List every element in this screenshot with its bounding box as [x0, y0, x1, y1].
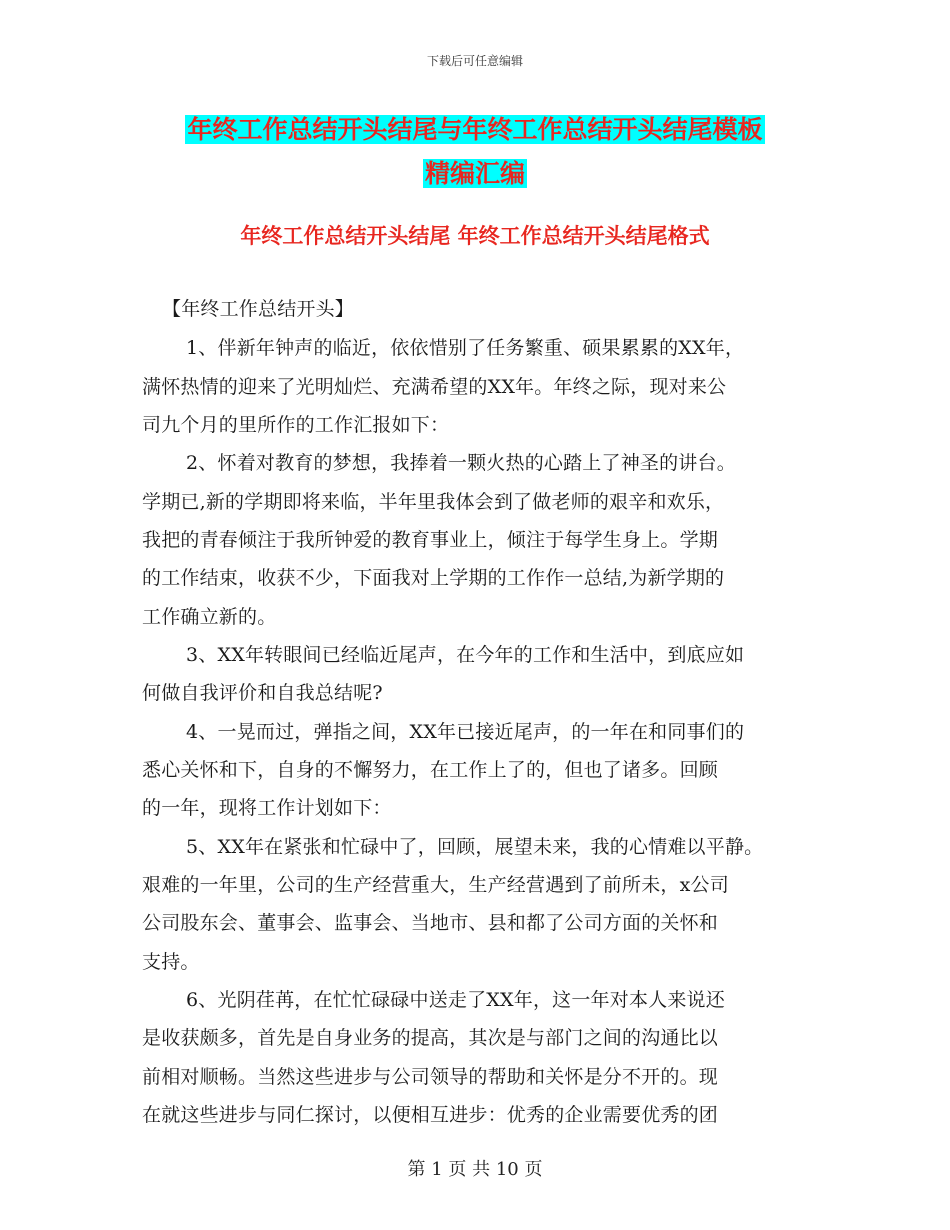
document-subtitle: 年终工作总结开头结尾 年终工作总结开头结尾格式: [240, 224, 710, 248]
paragraph-line: 公司股东会、董事会、监事会、当地市、县和都了公司方面的关怀和: [142, 912, 719, 934]
header-note: 下载后可任意编辑: [426, 54, 523, 68]
paragraph-line: 3、XX年转眼间已经临近尾声，在今年的工作和生活中，到底应如: [186, 644, 745, 666]
paragraph-line: 5、XX年在紧张和忙碌中了，回顾，展望未来，我的心情难以平静。: [186, 836, 764, 858]
paragraph-line: 我把的青春倾注于我所钟爱的教育事业上，倾注于每学生身上。学期: [142, 529, 719, 551]
paragraph-line: 何做自我评价和自我总结呢?: [142, 682, 383, 704]
page-number-footer: 第 1 页 共 10 页: [407, 1159, 543, 1180]
paragraph-line: 2、怀着对教育的梦想，我捧着一颗火热的心踏上了神圣的讲台。: [186, 452, 736, 474]
section-heading: 【年终工作总结开头】: [162, 298, 355, 320]
paragraph-line: 1、伴新年钟声的临近，依依惜别了任务繁重、硕果累累的XX年，: [186, 337, 745, 359]
paragraph-line: 艰难的一年里，公司的生产经营重大，生产经营遇到了前所未，x公司: [142, 874, 729, 896]
paragraph-line: 支持。: [142, 951, 200, 973]
title-highlight: 精编汇编: [424, 159, 525, 188]
paragraph-line: 的工作结束，收获不少，下面我对上学期的工作作一总结,为新学期的: [142, 567, 725, 589]
paragraph-line: 工作确立新的。: [142, 606, 277, 628]
paragraph-line: 是收获颇多，首先是自身业务的提高，其次是与部门之间的沟通比以: [142, 1027, 719, 1049]
paragraph-line: 学期已,新的学期即将来临，半年里我体会到了做老师的艰辛和欢乐，: [142, 491, 725, 513]
paragraph-line: 悉心关怀和下，自身的不懈努力，在工作上了的，但也了诸多。回顾: [142, 759, 719, 781]
document-title-line-2: [0, 154, 950, 194]
paragraph-line: 满怀热情的迎来了光明灿烂、充满希望的XX年。年终之际，现对来公: [142, 376, 727, 398]
paragraph-line: 前相对顺畅。当然这些进步与公司领导的帮助和关怀是分不开的。现: [142, 1066, 719, 1088]
paragraph-line: 在就这些进步与同仁探讨，以便相互进步：优秀的企业需要优秀的团: [142, 1104, 719, 1126]
title-highlight: 年终工作总结开头结尾与年终工作总结开头结尾模板: [187, 115, 763, 144]
paragraph-line: 4、一晃而过，弹指之间，XX年已接近尾声，的一年在和同事们的: [186, 721, 745, 743]
paragraph-line: 的一年，现将工作计划如下：: [142, 797, 392, 819]
paragraph-line: 6、光阴荏苒，在忙忙碌碌中送走了XX年，这一年对本人来说还: [186, 989, 725, 1011]
paragraph-line: 司九个月的里所作的工作汇报如下：: [142, 414, 450, 436]
document-title-line-1: [0, 110, 950, 150]
